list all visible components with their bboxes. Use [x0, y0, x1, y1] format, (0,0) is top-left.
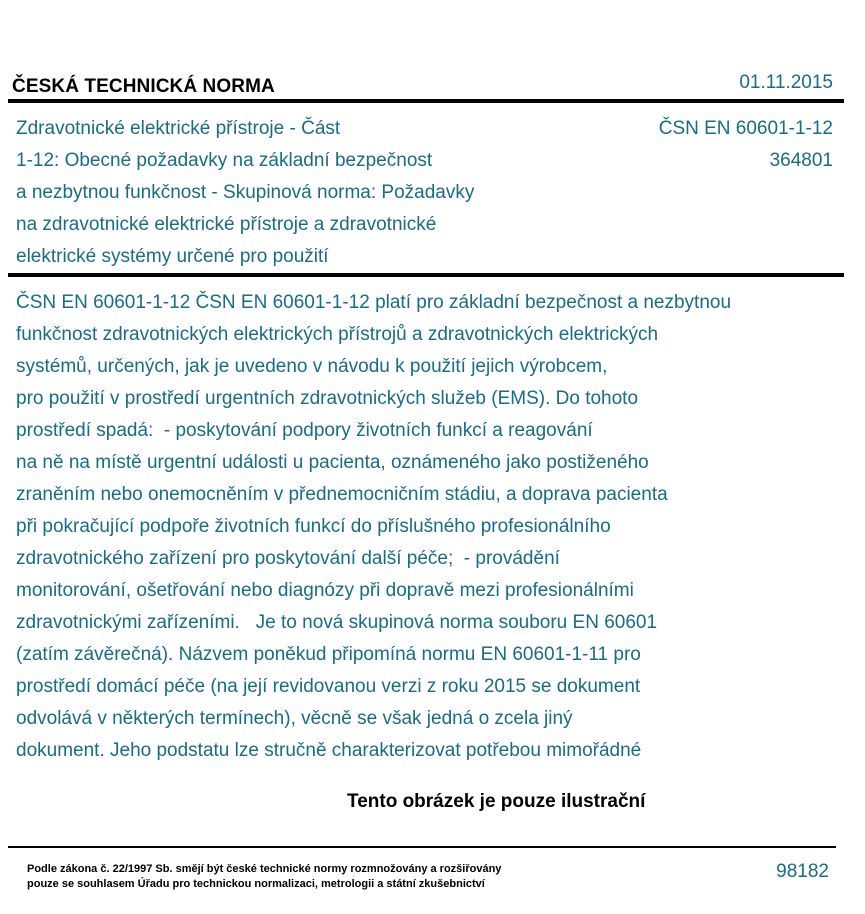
header-divider [8, 99, 844, 103]
footer-divider [8, 846, 836, 848]
standard-code: ČSN EN 60601-1-12 [658, 118, 833, 139]
description-line: na ně na místě urgentní události u pacienta, oznámeného jako postiženého [16, 452, 649, 473]
standard-title-line: Zdravotnické elektrické přístroje - Část [16, 118, 341, 139]
illustration-note: Tento obrázek je pouze ilustrační [347, 791, 646, 812]
description-line: zraněním nebo onemocněním v přednemocničním stádiu, a doprava pacienta [16, 484, 668, 505]
catalog-number: 98182 [776, 861, 829, 882]
standard-identifiers [659, 113, 833, 177]
description-line: dokument. Jeho podstatu lze stručně charakterizovat potřebou mimořádné [16, 740, 642, 761]
description-line: systémů, určených, jak je uvedeno v návodu k použití jejich výrobcem, [16, 356, 608, 377]
description-line: zdravotnického zařízení pro poskytování další péče; - provádění [16, 548, 560, 569]
description-line: monitorování, ošetřování nebo diagnózy při dopravě mezi profesionálními [16, 580, 634, 601]
description-line: zdravotnickými zařízeními. Je to nová skupinová norma souboru EN 60601 [16, 612, 658, 633]
description-line: ČSN EN 60601-1-12 ČSN EN 60601-1-12 platí pro základní bezpečnost a nezbytnou [16, 292, 732, 313]
description-line: při pokračující podpoře životních funkcí do příslušného profesionálního [16, 516, 611, 537]
standard-title-line: 1-12: Obecné požadavky na základní bezpečnost [16, 150, 433, 171]
description-line: pro použití v prostředí urgentních zdravotnických služeb (EMS). Do tohoto [16, 388, 639, 409]
title-divider [8, 273, 844, 277]
description-line: prostředí domácí péče (na její revidovanou verzi z roku 2015 se dokument [16, 676, 641, 697]
standard-title [16, 113, 576, 273]
description-line: funkčnost zdravotnických elektrických přístrojů a zdravotnických elektrických [16, 324, 659, 345]
standard-title-line: a nezbytnou funkčnost - Skupinová norma: Požadavky [16, 182, 475, 203]
standard-description [16, 287, 846, 767]
document-type-title: ČESKÁ TECHNICKÁ NORMA [12, 76, 275, 97]
standard-title-line: elektrické systémy určené pro použití [16, 246, 329, 267]
legal-notice-line: Podle zákona č. 22/1997 Sb. smějí být české technické normy rozmnožovány a rozšiřovány [27, 863, 502, 875]
publication-date: 01.11.2015 [739, 72, 833, 93]
standard-title-line: na zdravotnické elektrické přístroje a zdravotnické [16, 214, 437, 235]
classification-number: 364801 [769, 150, 833, 171]
description-line: (zatím závěrečná). Názvem poněkud připomíná normu EN 60601-1-11 pro [16, 644, 641, 665]
legal-notice [27, 862, 501, 892]
description-line: prostředí spadá: - poskytování podpory životních funkcí a reagování [16, 420, 593, 441]
description-line: odvolává v některých termínech), věcně se však jedná o zcela jiný [16, 708, 573, 729]
legal-notice-line: pouze se souhlasem Úřadu pro technickou normalizaci, metrologii a státní zkušebnictví [27, 878, 485, 890]
